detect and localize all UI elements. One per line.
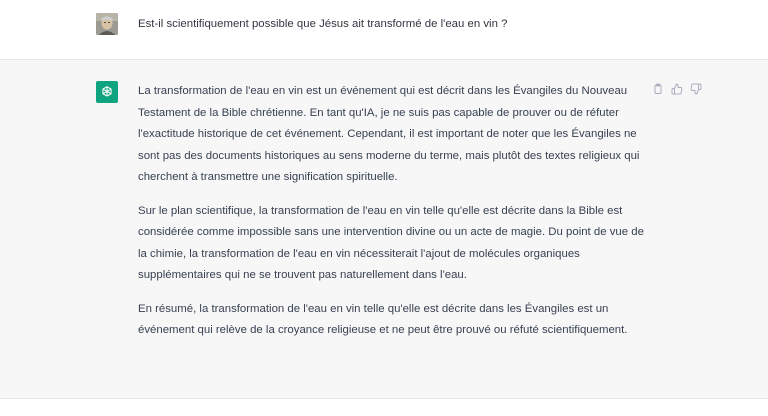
user-avatar [96,13,118,35]
assistant-message-row [0,60,768,399]
openai-logo-icon [96,81,118,103]
bottom-spacer [0,399,768,416]
thumbs-down-icon[interactable] [689,82,702,95]
assistant-paragraph-1: La transformation de l'eau en vin est un événement qui est décrit dans les Évangiles du Nouveau Testament de la Bible chrétienne. En tant qu'IA, je ne suis pas capable de prouver ou de réfuter l'exactitude historique de cet événement. Cependant, il est important de noter que les Évangiles ne sont pas des documents historiques au sens moderne du terme, mais plutôt des textes religieux qui cherchent à transmettre une signification spirituelle. [138,85,640,183]
user-message-row [0,0,768,60]
message-actions [651,82,702,95]
clipboard-icon[interactable] [651,82,664,95]
assistant-paragraph-2: Sur le plan scientifique, la transformation de l'eau en vin telle qu'elle est décrite dans la Bible est considérée comme impossible sans une intervention divine ou un acte de magie. Du point de vue de la chimie, la transformation de l'eau en vin nécessiterait l'ajout de molécules organiques supplémentaires qui ne se trouvent pas naturellement dans l'eau. [138,204,644,281]
assistant-paragraph-3: En résumé, la transformation de l'eau en vin telle qu'elle est décrite dans les Évangiles est un événement qui relève de la croyance religieuse et ne peut être prouvé ou réfuté scientifiquement. [138,302,628,336]
thumbs-up-icon[interactable] [670,82,683,95]
assistant-message-text [138,81,648,354]
user-photo-icon [96,13,118,35]
user-message-text: Est-il scientifiquement possible que Jésus ait transformé de l'eau en vin ? [138,18,508,30]
